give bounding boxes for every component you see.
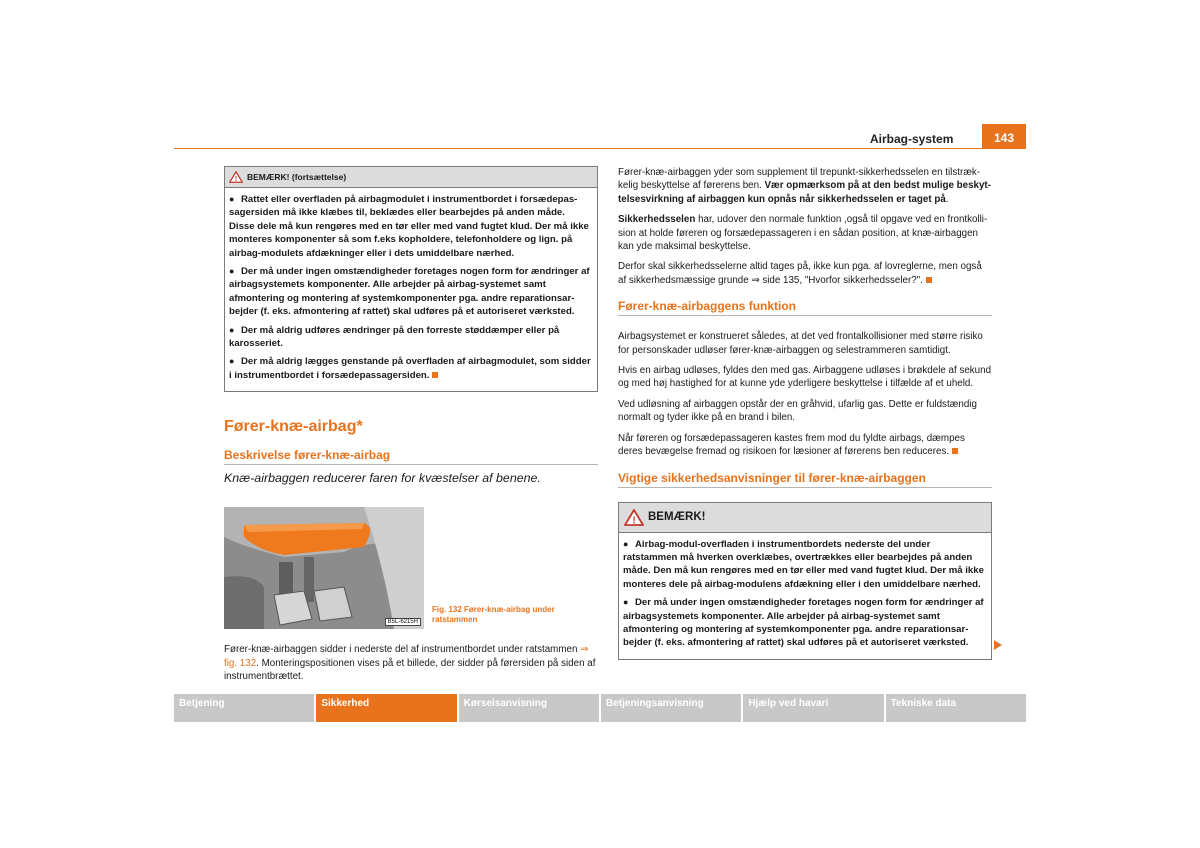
function-heading: Fører-knæ-airbaggens funktion [618,299,992,316]
bullet-icon: ● [229,324,235,335]
warning-bullet: ● Der må aldrig lægges genstande på overfladen af airbagmodulet, som sidder i instrumentbordet i forsædepassagersiden. [229,356,591,381]
figure-code: B5L-6215H [385,618,421,626]
warning-bullet: ● Airbag-modul-overfladen i instrumentbordets nederste del under ratstammen må hverken overklæbes, overtrækkes eller bearbejdes på anden måde. Den må kun rengøres med en tør eller med vand fugtet klud. Der må ikke monteres dele på airbag-modulens afdækning eller i den umiddelbare nærhed. [623,538,984,590]
warning-body [225,188,597,391]
subsection-heading: Beskrivelse fører-knæ-airbag [224,448,598,465]
bullet-icon: ● [229,356,235,367]
lead-text: Knæ-airbaggen reducerer faren for kvæstelser af benene. [224,471,541,486]
svg-text:!: ! [632,515,636,526]
knee-airbag-photo [224,507,424,629]
section-heading: Fører-knæ-airbag* [224,418,363,436]
figure-caption: Fig. 132 Fører-knæ-airbag under ratstammen [432,605,555,625]
dashboard-illustration [224,507,424,629]
tab-betjeningsanvisning[interactable]: Betjeningsanvisning [601,694,741,722]
seatbelt-paragraph: Sikkerhedsselen har, udover den normale funktion ,også til opgave ved en frontkolli-sion at holde føreren og forsædepassageren i en sådan position, at knæ-airbaggen kan yde maksimal beskyttelse. [618,214,988,253]
description-paragraph: Fører-knæ-airbaggen sidder i nederste del af instrumentbordet under ratstammen ⇒ fig. 132. Monteringspositionen vises på et billede, der sidder på førersiden på siden af instrumentbrættet. [224,644,596,683]
warning-header [619,503,991,533]
header-rule [174,148,1026,149]
left-column [224,166,598,691]
bullet-icon: ● [229,266,235,277]
figure-link[interactable]: ⇒ fig. 132 [224,644,589,669]
svg-text:!: ! [234,176,238,183]
page-number: 143 [982,124,1026,148]
safety-heading: Vigtige sikkerhedsanvisninger til fører-knæ-airbaggen [618,471,992,488]
function-paragraph: Når føreren og forsædepassageren kastes frem mod du fyldte airbags, dæmpes deres bevægelse fremad og risikoen for læsioner af førerens ben reduceres. [618,432,965,458]
tab-koerselsanvisning[interactable]: Kørselsanvisning [459,694,599,722]
bullet-icon: ● [623,597,629,608]
figure-132 [224,507,598,629]
warning-title: BEMÆRK! (fortsættelse) [247,172,347,182]
next-page-arrow-icon[interactable] [994,640,1002,650]
warning-bullet: ● Der må under ingen omstændigheder foretages nogen form for ændringer af airbagsystemets komponenter. Alle arbejder på airbag-systemet samt afmontering og montering af systemkomponenter pga. andre reparationsar-bejder (f. eks. afmontering af rattet) skal udføres på et autoriseret værksted. [229,266,590,318]
tab-sikkerhed[interactable]: Sikkerhed [316,694,456,722]
warning-box-continued [224,166,598,392]
tab-betjening[interactable]: Betjening [174,694,314,722]
function-paragraph: Ved udløsning af airbaggen opstår der en gråhvid, ufarlig gas. Dette er fuldstændig normalt og tyder ikke på en brand i bilen. [618,398,977,424]
warning-box [618,502,992,660]
warning-bullet: ● Rattet eller overfladen på airbagmodulet i instrumentbordet i forsædepas-sagersiden må ikke klæbes til, beklædes eller bearbejdes på anden måde. Disse dele må kun rengøres med en tør eller med vand fugtet klud. Der må ikke monteres komponenter så som f.eks kopholdere, telefonholdere og lign. på airbag-modulets afdækninger eller i dets umiddelbare nærhed. [229,194,589,259]
bullet-icon: ● [229,194,235,204]
warning-title: BEMÆRK! [648,511,706,523]
section-title: Airbag-system [870,132,954,146]
bullet-icon: ● [623,538,629,549]
tab-tekniske-data[interactable]: Tekniske data [886,694,1026,722]
chapter-nav [174,694,1026,722]
warning-body [619,533,991,659]
warning-triangle-icon [624,509,644,526]
intro-paragraph: Fører-knæ-airbaggen yder som supplement til trepunkt-sikkerhedsselen en tilstræk-kelig beskyttelse af førerens ben. Vær opmærksom på at den bedst mulige beskyt-telsesvirkning af airbaggen kun opnås når sikkerhedsselen er taget på. [618,167,991,205]
warning-bullet: ● Der må under ingen omstændigheder foretages nogen form for ændringer af airbagsystemets komponenter. Alle arbejder på airbag-systemet samt afmontering og montering af systemkomponenter pga. andre reparationsar-bejder (f. eks. afmontering af rattet) skal udføres på et autoriseret værksted. [623,597,984,649]
tab-hjaelp-ved-havari[interactable]: Hjælp ved havari [743,694,883,722]
seatbelt-reference-paragraph: Derfor skal sikkerhedsselerne altid tages på, ikke kun pga. af lovreglerne, men også af sikkerhedsmæssige grunde ⇒ side 135, "Hvorfor sikkerhedsseler?". [618,261,982,286]
warning-bullet: ● Der må aldrig udføres ændringer på den forreste støddæmper eller på karosseriet. [229,324,560,350]
warning-triangle-icon [229,171,243,183]
end-marker-icon [926,277,932,283]
function-paragraph: Airbagsystemet er konstrueret således, at det ved frontalkollisioner med større risiko for personskader udløser fører-knæ-airbaggen og selestrammeren samtidigt. [618,331,983,356]
end-marker-icon [952,448,958,454]
warning-header [225,167,597,188]
function-paragraph: Hvis en airbag udløses, fyldes den med gas. Airbaggene udløses i brøkdele af sekund og med høj hastighed for at kunne yde yderligere beskyttelse i tilfælde af et uheld. [618,365,992,390]
right-column [618,166,992,660]
end-marker-icon [432,372,438,378]
